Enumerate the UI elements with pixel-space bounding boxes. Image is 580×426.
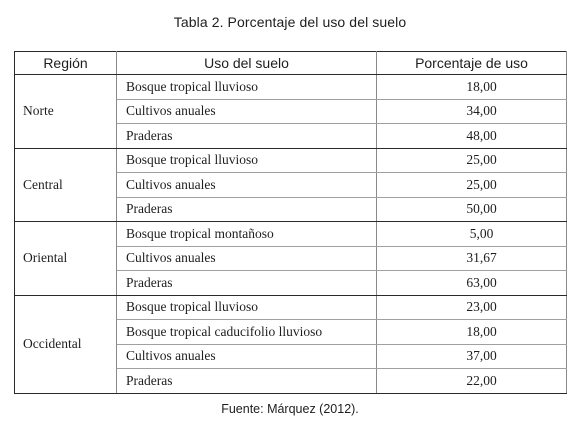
porcentaje-cell: 50,00	[377, 197, 567, 222]
table-title: Tabla 2. Porcentaje del uso del suelo	[173, 14, 407, 30]
porcentaje-cell: 34,00	[377, 99, 567, 124]
table-source: Fuente: Márquez (2012).	[221, 402, 359, 416]
uso-cell: Cultivos anuales	[117, 173, 377, 198]
uso-cell: Bosque tropical caducifolio lluvioso	[117, 320, 377, 345]
porcentaje-cell: 37,00	[377, 344, 567, 369]
table-row	[15, 222, 567, 247]
uso-cell: Praderas	[117, 197, 377, 222]
header-row	[15, 52, 567, 75]
table-row	[15, 295, 567, 320]
porcentaje-cell: 25,00	[377, 148, 567, 173]
porcentaje-cell: 31,67	[377, 246, 567, 271]
region-cell: Central	[15, 148, 117, 222]
porcentaje-cell: 23,00	[377, 295, 567, 320]
uso-cell: Praderas	[117, 369, 377, 394]
header-uso: Uso del suelo	[117, 52, 377, 75]
uso-cell: Cultivos anuales	[117, 246, 377, 271]
land-use-table	[14, 51, 567, 394]
porcentaje-cell: 5,00	[377, 222, 567, 247]
porcentaje-cell: 63,00	[377, 271, 567, 296]
porcentaje-cell: 22,00	[377, 369, 567, 394]
header-porcentaje: Porcentaje de uso	[377, 52, 567, 75]
region-cell: Oriental	[15, 222, 117, 296]
uso-cell: Bosque tropical lluvioso	[117, 75, 377, 100]
uso-cell: Cultivos anuales	[117, 344, 377, 369]
uso-cell: Praderas	[117, 271, 377, 296]
uso-cell: Cultivos anuales	[117, 99, 377, 124]
uso-cell: Bosque tropical montañoso	[117, 222, 377, 247]
porcentaje-cell: 25,00	[377, 173, 567, 198]
porcentaje-cell: 18,00	[377, 320, 567, 345]
uso-cell: Praderas	[117, 124, 377, 149]
porcentaje-cell: 18,00	[377, 75, 567, 100]
porcentaje-cell: 48,00	[377, 124, 567, 149]
table-row	[15, 75, 567, 100]
uso-cell: Bosque tropical lluvioso	[117, 148, 377, 173]
table-row	[15, 148, 567, 173]
region-cell: Norte	[15, 75, 117, 149]
header-region: Región	[15, 52, 117, 75]
region-cell: Occidental	[15, 295, 117, 393]
uso-cell: Bosque tropical lluvioso	[117, 295, 377, 320]
